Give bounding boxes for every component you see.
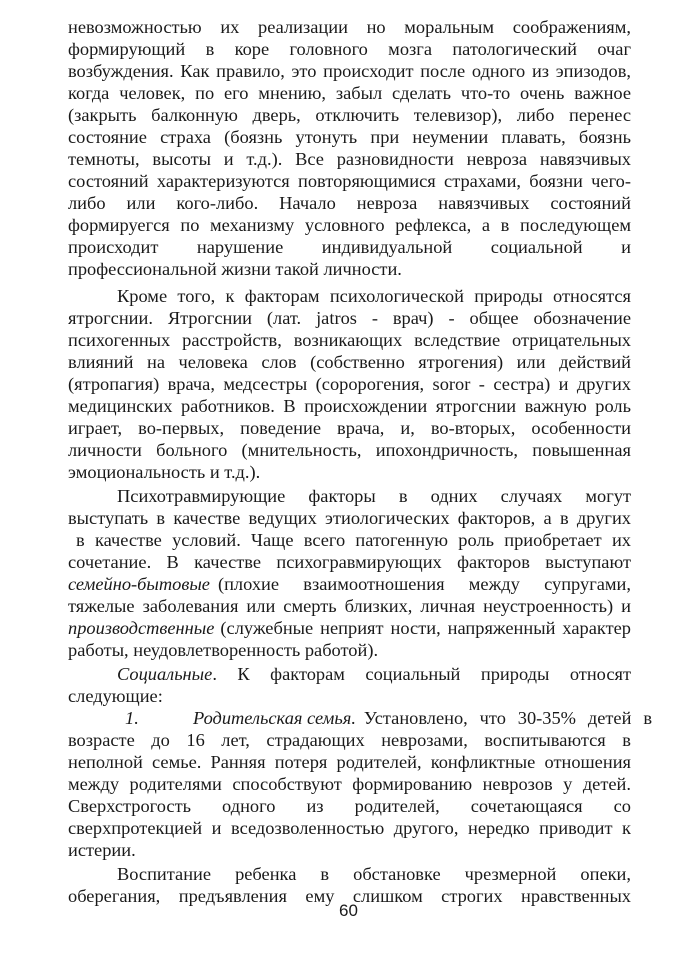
page-number: 60 <box>339 901 358 920</box>
text-line: состояний характеризуются повторяющимися страхами, боязни чего- <box>68 171 631 191</box>
text-line: происходит нарушение индивидуальной социальной и <box>68 237 631 257</box>
text-line: тяжелые заболевания или смерть близких, личная неустроенность) и <box>68 596 631 616</box>
text-line: когда человек, по его мнению, забыл сделать что-то очень важное <box>68 83 631 103</box>
text-line <box>68 617 631 639</box>
text-fragment: (служебные неприят ности, напряженный характер <box>220 618 631 638</box>
text-line: (ятропагия) врача, медсестры (соророгения, soror - сестра) и других <box>68 374 631 394</box>
text-line: психогенных расстройств, возникающих вследствие отрицательных <box>68 330 631 350</box>
text-line: состояние страха (боязнь утонуть при неумении плавать, боязнь <box>68 127 631 147</box>
text-line <box>117 663 631 685</box>
text-line: формируегся по механизму условного рефлекса, а в последующем <box>68 215 631 235</box>
text-line: возбуждения. Как правило, это происходит после одного из эпизодов, <box>68 61 631 81</box>
list-number: 1. <box>125 708 139 728</box>
text-line: профессиональной жизни такой личности. <box>68 259 402 279</box>
text-fragment: . К факторам социальный природы относят <box>212 664 631 684</box>
text-line: в качестве условий. Чаще всего патогенную роль приобретает их <box>76 530 631 550</box>
italic-term: производственные <box>68 618 215 638</box>
text-line: неполной семье. Ранняя потеря родителей, конфликтные отношения <box>68 752 631 772</box>
text-line: формирующий в коре головного мозга патологический очаг <box>68 39 631 59</box>
text-line: между родителями способствуют формированию неврозов у детей. <box>68 774 631 794</box>
text-fragment: Установлено, что 30-35% детей в <box>363 708 652 728</box>
list-item-line <box>125 707 652 729</box>
text-line: возрасте до 16 лет, страдающих неврозами, воспитываются в <box>68 730 631 750</box>
text-line: сочетание. В качестве психогравмирующих факторов выступают <box>68 552 631 572</box>
text-fragment: (плохие взаимоотношения между супругами, <box>217 574 631 594</box>
text-line: медицинских работников. В происхождении ятрогснии важную роль <box>68 396 631 416</box>
text-line: Воспитание ребенка в обстановке чрезмерной опеки, <box>117 864 631 884</box>
text-line: оберегания, предъявления ему слишком строгих нравственных <box>68 886 631 906</box>
text-line: (закрыть балконную дверь, отключить телевизор), либо перенес <box>68 105 631 125</box>
text-line: Психотравмирующие факторы в одних случаях могут <box>117 486 631 506</box>
text-line <box>68 573 631 595</box>
text-line: невозможностью их реализации но моральным соображениям, <box>68 17 631 37</box>
text-line: эмоциональность и т.д.). <box>68 462 261 482</box>
italic-term: семейно-бытовые <box>68 574 210 594</box>
text-line: либо или кого-либо. Начало невроза навязчивых состояний <box>68 193 631 213</box>
text-line: Кроме того, к факторам психологической природы относятся <box>117 286 631 306</box>
text-line: истерии. <box>68 840 136 860</box>
text-line: выступать в качестве ведущих этиологических факторов, а в других <box>68 508 631 528</box>
italic-term: Родительская семья. <box>193 708 356 728</box>
italic-term: Социальные <box>117 664 213 684</box>
text-line: сверхпротекцией и вседозволенностью другого, нередко приводит к <box>68 818 631 838</box>
text-line: личности больного (мнительность, ипохондричность, повышенная <box>68 440 631 460</box>
text-line: влияний на человека слов (собственно ятрогения) или действий <box>68 352 631 372</box>
text-line: Сверхстрогость одного из родителей, сочетающаяся со <box>68 796 631 816</box>
text-line: ятрогснии. Ятрогснии (лат. jatros - врач) - общее обозначение <box>68 308 631 328</box>
text-line: темноты, высоты и т.д.). Все разновидности невроза навязчивых <box>68 149 631 169</box>
text-line: играет, во-первых, поведение врача, и, во-вторых, особенности <box>68 418 631 438</box>
text-line: работы, неудовлетворенность работой). <box>68 640 379 660</box>
text-line: следующие: <box>68 686 163 706</box>
